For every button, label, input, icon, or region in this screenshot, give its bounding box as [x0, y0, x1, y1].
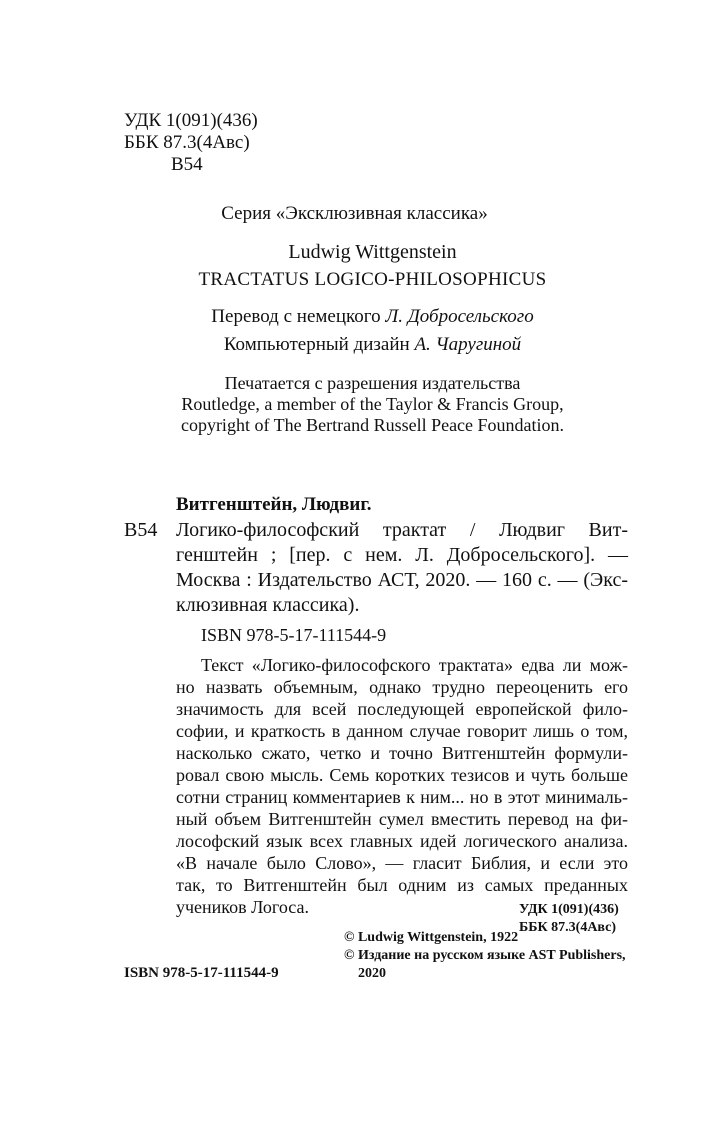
design-prefix: Компьютерный дизайн [223, 334, 410, 355]
annotation-line: «В начале было Слово», — гласит Библия, и если это [176, 853, 628, 873]
udk-code: УДК 1(091)(436) [124, 110, 258, 131]
series-title: Серия «Эксклюзивная классика» [221, 203, 488, 224]
footer-isbn: ISBN 978-5-17-111544-9 [124, 965, 279, 981]
annotation-line: лософский язык всех главных идей логического анализа. [176, 831, 628, 851]
permission-line-2: Routledge, a member of the Taylor & Francis Group, [181, 394, 564, 414]
bbk-bold: ББК 87.3(4Авс) [519, 920, 617, 935]
catalog-isbn: ISBN 978-5-17-111544-9 [201, 625, 387, 645]
permission-line-3: copyright of The Bertrand Russell Peace Foundation. [180, 415, 565, 435]
annotation-line: софии, и краткость в данном случае говорит лишь о том, [176, 721, 628, 741]
description-line: клюзивная классика). [176, 594, 360, 616]
annotation-line: учеников Логоса. [176, 897, 309, 917]
permission-line-1: Печатается с разрешения издательства [224, 373, 521, 393]
translator-name: Л. Добросельского [385, 306, 534, 327]
annotation-line: так, то Витгенштейн был одним из самых преданных [176, 875, 628, 895]
description-line: Москва : Издательство АСТ, 2020. — 160 с. — (Экс- [176, 569, 628, 591]
annotation-line: значимость для всей последующей европейской фило- [176, 699, 628, 719]
annotation-line: но назвать объемным, однако трудно переоценить его [176, 677, 628, 697]
designer-name: А. Чаругиной [414, 334, 522, 355]
bbk-code: ББК 87.3(4Авс) [124, 132, 250, 153]
design-credit [0, 334, 709, 356]
description-line: Логико-философский трактат / Людвиг Вит- [176, 519, 628, 541]
annotation-line: ровал свою мысль. Семь коротких тезисов и чуть больше [176, 765, 628, 785]
annotation-line: ный объем Витгенштейн сумел вместить перевод на фи- [176, 809, 628, 829]
original-title: TRACTATUS LOGICO-PHILOSOPHICUS [198, 269, 547, 290]
annotation-line: сотни страниц комментариев к ним... но в этот минималь- [176, 787, 628, 807]
copyright-original: © Ludwig Wittgenstein, 1922 [344, 930, 519, 945]
catalog-heading: Витгенштейн, Людвиг. [176, 494, 372, 515]
description-line: генштейн ; [пер. с нем. Л. Добросельского]. — [176, 544, 628, 566]
annotation-line: Текст «Логико-философского трактата» едва ли мож- [201, 655, 628, 675]
copyright-year: 2020 [358, 966, 386, 981]
udk-bold: УДК 1(091)(436) [519, 902, 619, 917]
annotation-line: насколько сжато, четко и точно Витгенштейн формули- [176, 743, 628, 763]
original-author: Ludwig Wittgenstein [288, 241, 457, 263]
translation-prefix: Перевод с немецкого [211, 306, 381, 327]
translation-credit [0, 306, 709, 328]
copyright-russian: © Издание на русском языке AST Publishers, [344, 948, 626, 963]
catalog-mark: В54 [124, 519, 158, 541]
author-mark: В54 [171, 154, 203, 175]
